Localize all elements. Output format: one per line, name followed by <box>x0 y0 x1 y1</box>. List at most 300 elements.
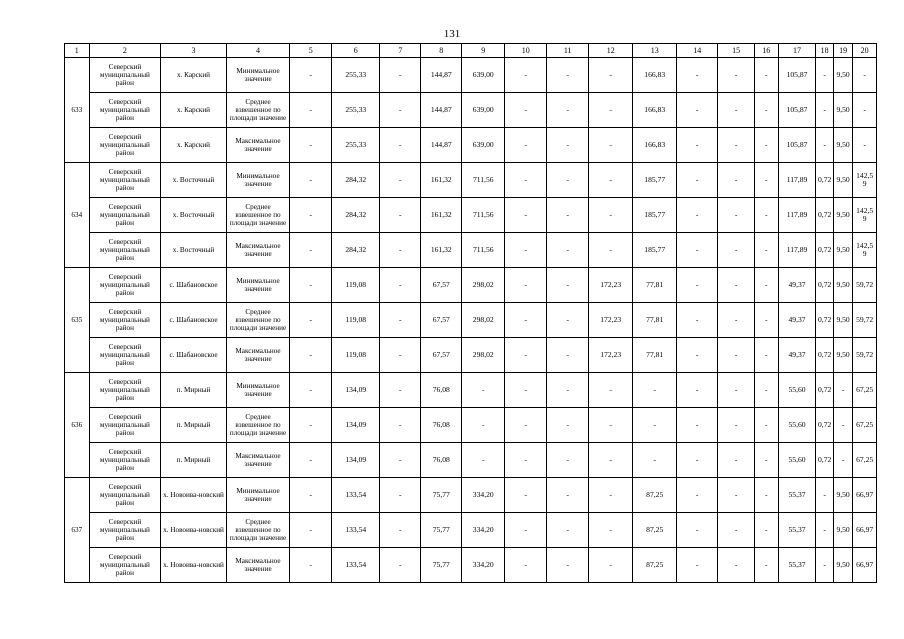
table-cell: - <box>505 478 547 513</box>
table-cell: - <box>816 58 833 93</box>
table-cell: - <box>755 303 779 338</box>
table-cell: - <box>718 198 755 233</box>
table-cell: 66,97 <box>853 513 877 548</box>
table-cell: 9,50 <box>833 268 852 303</box>
table-cell: - <box>755 478 779 513</box>
table-cell: - <box>755 408 779 443</box>
table-cell: - <box>755 443 779 478</box>
table-cell: Среднее взвешенное по площади значение <box>226 93 289 128</box>
table-cell: 59,72 <box>853 303 877 338</box>
table-cell: 0,72 <box>816 303 833 338</box>
table-cell: - <box>290 548 332 583</box>
table-cell: - <box>505 513 547 548</box>
table-cell: - <box>677 163 718 198</box>
table-cell: 0,72 <box>816 373 833 408</box>
table-cell: - <box>589 478 633 513</box>
column-header: 10 <box>505 44 547 58</box>
table-cell: Среднее взвешенное по площади значение <box>226 408 289 443</box>
table-cell: - <box>380 268 421 303</box>
table-cell: - <box>380 513 421 548</box>
table-cell: 334,20 <box>462 478 505 513</box>
table-cell: 55,60 <box>778 373 816 408</box>
table-cell: - <box>505 373 547 408</box>
column-header: 9 <box>462 44 505 58</box>
table-cell: - <box>547 93 589 128</box>
table-cell: - <box>589 198 633 233</box>
table-cell: - <box>505 303 547 338</box>
table-cell: 75,77 <box>421 548 462 583</box>
row-number: 633 <box>65 58 90 163</box>
table-cell: 76,08 <box>421 443 462 478</box>
row-number: 636 <box>65 373 90 478</box>
table-cell: - <box>589 513 633 548</box>
table-cell: - <box>853 93 877 128</box>
table-cell: х. Новоива-новский <box>161 478 227 513</box>
column-header: 1 <box>65 44 90 58</box>
table-cell: 142,59 <box>853 198 877 233</box>
table-cell: Минимальное значение <box>226 478 289 513</box>
table-cell: - <box>290 58 332 93</box>
table-cell: 0,72 <box>816 443 833 478</box>
table-cell: - <box>589 93 633 128</box>
table-cell: 87,25 <box>633 513 677 548</box>
table-cell: 77,81 <box>633 303 677 338</box>
table-cell: - <box>290 163 332 198</box>
table-row <box>65 233 877 268</box>
table-cell: - <box>718 233 755 268</box>
table-cell: 185,77 <box>633 163 677 198</box>
table-cell: 133,54 <box>332 478 380 513</box>
table-cell: 134,09 <box>332 373 380 408</box>
table-cell: - <box>833 408 852 443</box>
table-cell: - <box>589 233 633 268</box>
table-cell: Северский муниципальный район <box>89 268 161 303</box>
table-cell: - <box>547 163 589 198</box>
column-header: 11 <box>547 44 589 58</box>
data-table <box>64 43 877 583</box>
table-cell: 172,23 <box>589 303 633 338</box>
table-cell: 711,56 <box>462 198 505 233</box>
table-cell: - <box>505 198 547 233</box>
column-header: 3 <box>161 44 227 58</box>
table-cell: - <box>290 268 332 303</box>
table-cell: 284,32 <box>332 233 380 268</box>
table-cell: 119,08 <box>332 268 380 303</box>
table-cell: - <box>755 128 779 163</box>
table-cell: - <box>380 373 421 408</box>
table-cell: 59,72 <box>853 338 877 373</box>
table-cell: - <box>718 478 755 513</box>
table-cell: - <box>589 373 633 408</box>
row-number: 637 <box>65 478 90 583</box>
row-number: 634 <box>65 163 90 268</box>
table-cell: 284,32 <box>332 163 380 198</box>
table-cell: 144,87 <box>421 58 462 93</box>
table-cell: 59,72 <box>853 268 877 303</box>
table-cell: - <box>290 443 332 478</box>
table-cell: 0,72 <box>816 268 833 303</box>
table-cell: - <box>677 443 718 478</box>
table-cell: Среднее взвешенное по площади значение <box>226 198 289 233</box>
table-cell: - <box>816 478 833 513</box>
table-cell: 255,33 <box>332 58 380 93</box>
column-header: 17 <box>778 44 816 58</box>
column-header: 16 <box>755 44 779 58</box>
table-cell: 166,83 <box>633 58 677 93</box>
table-cell: 255,33 <box>332 128 380 163</box>
table-cell: - <box>380 93 421 128</box>
table-cell: 67,57 <box>421 338 462 373</box>
table-cell: - <box>547 268 589 303</box>
table-row <box>65 338 877 373</box>
table-row <box>65 198 877 233</box>
table-cell: Северский муниципальный район <box>89 338 161 373</box>
table-cell: 0,72 <box>816 408 833 443</box>
table-cell: - <box>755 338 779 373</box>
table-cell: - <box>677 373 718 408</box>
table-cell: 87,25 <box>633 548 677 583</box>
table-row <box>65 268 877 303</box>
table-cell: 639,00 <box>462 128 505 163</box>
table-cell: - <box>589 443 633 478</box>
table-cell: Северский муниципальный район <box>89 163 161 198</box>
table-cell: - <box>677 93 718 128</box>
table-cell: - <box>505 93 547 128</box>
table-cell: - <box>677 303 718 338</box>
table-cell: 55,37 <box>778 513 816 548</box>
table-cell: - <box>462 443 505 478</box>
table-cell: - <box>547 338 589 373</box>
table-cell: - <box>380 163 421 198</box>
table-cell: - <box>547 548 589 583</box>
table-cell: Северский муниципальный район <box>89 513 161 548</box>
table-row <box>65 408 877 443</box>
table-cell: 166,83 <box>633 93 677 128</box>
table-cell: 334,20 <box>462 548 505 583</box>
table-cell: 67,57 <box>421 303 462 338</box>
table-cell: 144,87 <box>421 93 462 128</box>
table-cell: Среднее взвешенное по площади значение <box>226 303 289 338</box>
table-cell: Максимальное значение <box>226 548 289 583</box>
column-header: 19 <box>833 44 852 58</box>
table-cell: - <box>677 198 718 233</box>
column-header: 12 <box>589 44 633 58</box>
table-cell: Максимальное значение <box>226 233 289 268</box>
table-cell: 105,87 <box>778 128 816 163</box>
column-header: 15 <box>718 44 755 58</box>
table-cell: 49,37 <box>778 268 816 303</box>
table-cell: с. Шабановское <box>161 303 227 338</box>
table-cell: - <box>589 408 633 443</box>
table-cell: 144,87 <box>421 128 462 163</box>
table-cell: 133,54 <box>332 513 380 548</box>
table-cell: - <box>718 408 755 443</box>
table-cell: 134,09 <box>332 443 380 478</box>
table-cell: - <box>755 93 779 128</box>
table-cell: 161,32 <box>421 163 462 198</box>
table-cell: Северский муниципальный район <box>89 408 161 443</box>
table-cell: п. Мирный <box>161 373 227 408</box>
table-cell: 55,37 <box>778 548 816 583</box>
table-cell: Северский муниципальный район <box>89 93 161 128</box>
row-number: 635 <box>65 268 90 373</box>
table-cell: 9,50 <box>833 93 852 128</box>
table-cell: Максимальное значение <box>226 128 289 163</box>
table-cell: 161,32 <box>421 198 462 233</box>
table-cell: 49,37 <box>778 338 816 373</box>
table-cell: 161,32 <box>421 233 462 268</box>
table-cell: 9,50 <box>833 478 852 513</box>
table-cell: х. Карский <box>161 93 227 128</box>
table-cell: 117,89 <box>778 198 816 233</box>
table-cell: - <box>462 373 505 408</box>
table-cell: - <box>547 303 589 338</box>
table-cell: - <box>718 58 755 93</box>
table-cell: - <box>380 548 421 583</box>
table-cell: Минимальное значение <box>226 373 289 408</box>
table-cell: - <box>290 408 332 443</box>
table-cell: Максимальное значение <box>226 338 289 373</box>
table-cell: - <box>505 233 547 268</box>
table-cell: 119,08 <box>332 338 380 373</box>
table-body <box>65 44 877 583</box>
table-cell: х. Карский <box>161 128 227 163</box>
column-header: 6 <box>332 44 380 58</box>
column-header: 2 <box>89 44 161 58</box>
table-cell: 87,25 <box>633 478 677 513</box>
table-cell: с. Шабановское <box>161 268 227 303</box>
column-header: 20 <box>853 44 877 58</box>
table-row <box>65 303 877 338</box>
table-row <box>65 478 877 513</box>
table-cell: Северский муниципальный район <box>89 443 161 478</box>
table-cell: 55,60 <box>778 443 816 478</box>
table-cell: 67,25 <box>853 408 877 443</box>
table-cell: 133,54 <box>332 548 380 583</box>
table-cell: - <box>677 128 718 163</box>
table-cell: - <box>290 513 332 548</box>
table-cell: - <box>380 198 421 233</box>
table-cell: 55,37 <box>778 478 816 513</box>
table-cell: - <box>755 58 779 93</box>
table-cell: - <box>677 58 718 93</box>
table-cell: 77,81 <box>633 268 677 303</box>
table-cell: - <box>816 548 833 583</box>
table-cell: - <box>380 58 421 93</box>
table-cell: с. Шабановское <box>161 338 227 373</box>
table-cell: Северский муниципальный район <box>89 478 161 513</box>
table-cell: 0,72 <box>816 338 833 373</box>
table-cell: 134,09 <box>332 408 380 443</box>
table-cell: - <box>816 513 833 548</box>
table-cell: - <box>547 373 589 408</box>
table-cell: - <box>380 233 421 268</box>
table-cell: Северский муниципальный район <box>89 303 161 338</box>
table-cell: - <box>677 513 718 548</box>
table-cell: - <box>589 128 633 163</box>
table-cell: - <box>380 303 421 338</box>
table-cell: 711,56 <box>462 163 505 198</box>
table-cell: 0,72 <box>816 163 833 198</box>
table-cell: - <box>677 548 718 583</box>
table-cell: - <box>380 408 421 443</box>
table-cell: - <box>718 268 755 303</box>
table-cell: 185,77 <box>633 198 677 233</box>
table-cell: 76,08 <box>421 408 462 443</box>
table-cell: 66,97 <box>853 478 877 513</box>
table-cell: - <box>677 233 718 268</box>
table-cell: х. Новоива-новский <box>161 548 227 583</box>
column-header: 18 <box>816 44 833 58</box>
table-cell: - <box>633 373 677 408</box>
column-header: 5 <box>290 44 332 58</box>
table-cell: 142,59 <box>853 233 877 268</box>
table-cell: - <box>505 268 547 303</box>
table-row <box>65 93 877 128</box>
table-cell: - <box>755 548 779 583</box>
table-cell: 67,25 <box>853 443 877 478</box>
table-cell: 172,23 <box>589 338 633 373</box>
table-cell: - <box>755 233 779 268</box>
table-cell: 298,02 <box>462 338 505 373</box>
table-cell: Северский муниципальный район <box>89 548 161 583</box>
table-cell: - <box>589 163 633 198</box>
table-row <box>65 373 877 408</box>
table-cell: х. Восточный <box>161 163 227 198</box>
table-cell: Минимальное значение <box>226 163 289 198</box>
table-cell: 9,50 <box>833 163 852 198</box>
table-cell: 639,00 <box>462 93 505 128</box>
table-cell: - <box>718 443 755 478</box>
table-cell: - <box>677 478 718 513</box>
table-cell: х. Восточный <box>161 233 227 268</box>
table-cell: 75,77 <box>421 478 462 513</box>
table-cell: 9,50 <box>833 58 852 93</box>
table-cell: 298,02 <box>462 303 505 338</box>
table-cell: - <box>718 548 755 583</box>
table-cell: 105,87 <box>778 93 816 128</box>
table-cell: 9,50 <box>833 513 852 548</box>
table-cell: - <box>755 373 779 408</box>
table-cell: 9,50 <box>833 128 852 163</box>
table-cell: 9,50 <box>833 233 852 268</box>
table-cell: 9,50 <box>833 198 852 233</box>
table-cell: 711,56 <box>462 233 505 268</box>
table-row <box>65 443 877 478</box>
table-cell: - <box>290 233 332 268</box>
table-cell: п. Мирный <box>161 443 227 478</box>
table-cell: - <box>547 58 589 93</box>
table-cell: 284,32 <box>332 198 380 233</box>
table-cell: 9,50 <box>833 338 852 373</box>
column-header: 14 <box>677 44 718 58</box>
table-cell: - <box>505 548 547 583</box>
table-cell: 255,33 <box>332 93 380 128</box>
table-cell: Северский муниципальный район <box>89 58 161 93</box>
table-cell: 9,50 <box>833 303 852 338</box>
table-cell: Северский муниципальный район <box>89 373 161 408</box>
table-cell: 298,02 <box>462 268 505 303</box>
table-cell: - <box>755 198 779 233</box>
table-cell: 117,89 <box>778 233 816 268</box>
table-cell: - <box>718 513 755 548</box>
table-cell: - <box>718 163 755 198</box>
table-cell: Среднее взвешенное по площади значение <box>226 513 289 548</box>
table-cell: - <box>755 163 779 198</box>
table-cell: Северский муниципальный район <box>89 233 161 268</box>
table-cell: - <box>633 443 677 478</box>
table-cell: Минимальное значение <box>226 58 289 93</box>
table-cell: 0,72 <box>816 233 833 268</box>
table-cell: - <box>816 93 833 128</box>
table-cell: 119,08 <box>332 303 380 338</box>
table-cell: - <box>853 128 877 163</box>
column-header: 8 <box>421 44 462 58</box>
column-header: 13 <box>633 44 677 58</box>
table-cell: - <box>755 268 779 303</box>
header-row <box>65 44 877 58</box>
table-cell: - <box>547 128 589 163</box>
table-cell: 166,83 <box>633 128 677 163</box>
table-cell: 76,08 <box>421 373 462 408</box>
table-cell: - <box>718 128 755 163</box>
table-cell: - <box>505 338 547 373</box>
table-cell: 75,77 <box>421 513 462 548</box>
table-cell: 77,81 <box>633 338 677 373</box>
table-cell: - <box>290 303 332 338</box>
table-cell: - <box>505 443 547 478</box>
table-cell: 9,50 <box>833 548 852 583</box>
table-cell: - <box>589 58 633 93</box>
column-header: 7 <box>380 44 421 58</box>
table-cell: - <box>547 233 589 268</box>
table-cell: 142,59 <box>853 163 877 198</box>
table-row <box>65 548 877 583</box>
table-cell: х. Восточный <box>161 198 227 233</box>
table-cell: - <box>290 128 332 163</box>
table-cell: - <box>547 408 589 443</box>
table-cell: - <box>633 408 677 443</box>
table-cell: - <box>380 443 421 478</box>
table-cell: - <box>547 198 589 233</box>
table-cell: - <box>816 128 833 163</box>
table-cell: - <box>290 373 332 408</box>
table-cell: - <box>853 58 877 93</box>
table-cell: - <box>290 338 332 373</box>
table-cell: - <box>718 373 755 408</box>
table-cell: - <box>718 303 755 338</box>
table-cell: - <box>547 513 589 548</box>
table-cell: - <box>833 373 852 408</box>
table-row <box>65 128 877 163</box>
table-cell: - <box>833 443 852 478</box>
table-cell: - <box>380 338 421 373</box>
table-cell: 639,00 <box>462 58 505 93</box>
table-cell: - <box>505 128 547 163</box>
table-cell: - <box>290 93 332 128</box>
table-cell: 117,89 <box>778 163 816 198</box>
table-cell: Северский муниципальный район <box>89 128 161 163</box>
table-cell: Северский муниципальный район <box>89 198 161 233</box>
table-cell: - <box>677 268 718 303</box>
table-row <box>65 163 877 198</box>
table-cell: Максимальное значение <box>226 443 289 478</box>
table-cell: - <box>547 478 589 513</box>
table-cell: - <box>677 408 718 443</box>
table-cell: п. Мирный <box>161 408 227 443</box>
table-cell: - <box>718 93 755 128</box>
table-cell: - <box>755 513 779 548</box>
